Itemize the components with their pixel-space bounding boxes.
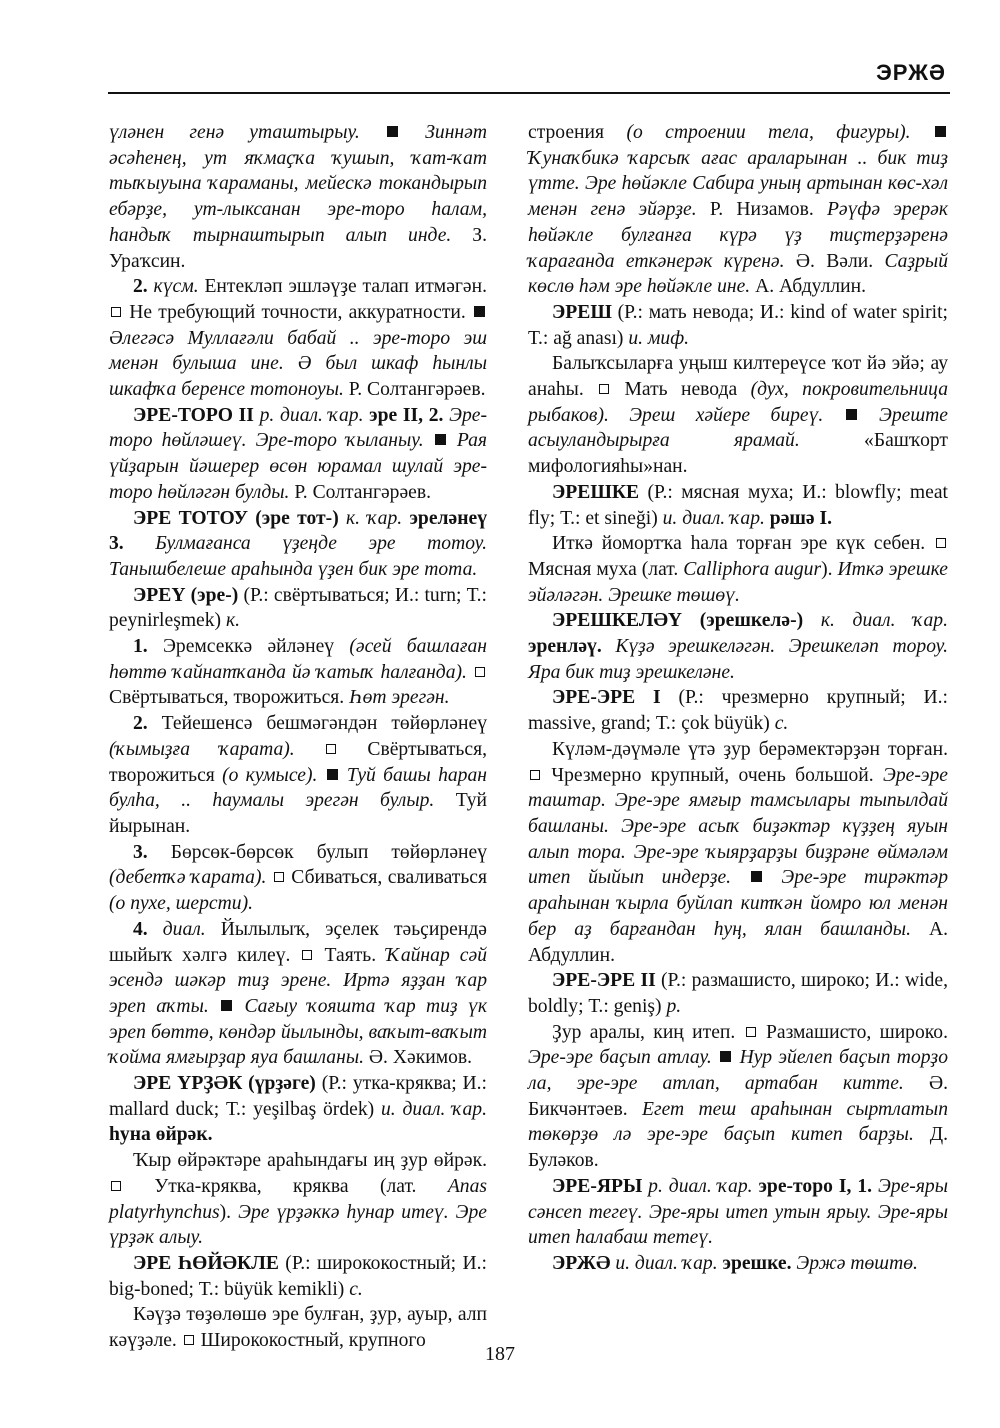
example-marker-icon (435, 434, 446, 445)
italic-text: (о кумысе). (222, 764, 325, 786)
text-run: (Р.: утка-кряква; И.: mallard duck; Т.: yeşilbaş ördek) (109, 1073, 487, 1120)
headword-text: эрешке. (722, 1252, 797, 1274)
italic-text: диал. (162, 918, 221, 940)
headword-text: ЭРЕ-ЭРЕ II (552, 970, 661, 992)
left-paragraph (109, 840, 487, 917)
italic-text: Эре-торо һөйләшеү. Эре-торо ҡыланыу. (109, 404, 487, 452)
italic-text: и. диал. ҡар. (662, 507, 770, 529)
italic-text: Calliphora augur (683, 558, 822, 580)
text-run: (Р.: мясная муха; И.: blowfly; meat fly; Т.: et sineği) (528, 481, 948, 529)
italic-text: күсм. (153, 276, 205, 298)
text-run: Бөрсөк-бөрсөк булып төйөрләнеү (170, 841, 487, 863)
text-run: Эремсеккә әйләнеү (162, 636, 350, 658)
text-run: (Р.: ширококостный; И.: big-boned; Т.: büyük kemikli) (109, 1252, 487, 1300)
translation-marker-icon (111, 1181, 121, 1191)
italic-text: (дебетҡә ҡарата). (109, 867, 272, 889)
italic-text: Эре-эре баҫып атлау. (528, 1047, 719, 1069)
text-run: (Р.: размашисто, широко; И.: wide, boldly; Т.: geniş) (528, 970, 948, 1017)
headword-text: рәшә I. (769, 507, 833, 529)
translation-marker-icon (111, 307, 121, 317)
headword-text: 2. (133, 713, 162, 735)
italic-text: к. (225, 610, 241, 632)
example-marker-icon (935, 126, 946, 137)
right-paragraph (528, 300, 948, 351)
right-paragraph (528, 737, 948, 968)
text-run: А. Абдуллин. (755, 276, 867, 298)
italic-text: (ҡымыҙға ҡарата). (109, 738, 325, 760)
right-paragraph (528, 608, 948, 685)
text-run: Кәүҙә төҙөлөшө эре булған, ҙур, ауыр, алп кәүҙәле. (109, 1304, 487, 1352)
italic-text: к. ҡар. (346, 507, 410, 529)
text-run: Мать невода (611, 379, 751, 401)
headword-text: ЭРЕ-ЭРЕ I (552, 687, 679, 709)
headword-text: ЭРЕ-ЯРЫ (552, 1175, 649, 1197)
italic-text: Ҡайнар сәй эсендә шәкәр тиҙ эрене. Иртә яҙҙан ҡар эреп аҡты. (109, 944, 487, 1017)
italic-text: (әсей башлаған һөттө ҡайнатҡанда йә ҡатыҡ һалғанда). (109, 636, 487, 683)
right-paragraph (528, 480, 948, 531)
left-paragraph (109, 583, 487, 634)
italic-text: Сағыу ҡояшта ҡар тиҙ үк эреп бөттө, көндәр йылынды, ваҡыт-ваҡыт ҡойма ямғырҙар яуа башланы. (109, 995, 487, 1069)
italic-text: с. (774, 713, 789, 735)
translation-marker-icon (475, 667, 485, 677)
left-paragraph (109, 120, 487, 274)
italic-text: Эржә төштө. (796, 1252, 918, 1274)
italic-text: Эре-эре таштар. Эре-эре ямғыр тамсылары тыпылдай башланы. Эре-эре асыҡ биҙәктәр күҙҙең яуын алып тора. Эре-эре ҡыярҙарҙы биҙрәне өймәләм итеп йыйып индерҙе. (528, 764, 948, 889)
text-run: Ә. Бикчәнтәев. (528, 1073, 948, 1120)
right-paragraph (528, 685, 948, 736)
headword-text: эренләү. (528, 636, 616, 658)
text-run: Ҡыр өйрәктәре араһындағы иң ҙур өйрәк. (133, 1150, 487, 1172)
left-paragraph (109, 274, 487, 403)
text-run: Свёртываться, творожиться (109, 738, 487, 786)
italic-text: Саҙрый көслө һәм эре һөйәкле ине. (528, 250, 948, 298)
text-run: Ә. Хәкимов. (368, 1047, 473, 1069)
text-run: Ҙур аралы, киң итеп. (552, 1021, 744, 1043)
italic-text: Иткә эрешке эйәләгән. Эрешке төшөү. (528, 558, 948, 606)
right-paragraph (528, 120, 948, 300)
text-run: Р. Солтангәрәев. (294, 481, 432, 503)
text-run: ). (219, 1201, 239, 1223)
headword-text: 2. (133, 276, 154, 298)
right-paragraph (528, 1251, 948, 1277)
italic-text: Эре үрҙәккә һунар итеү. Эре үрҙәк алыу. (109, 1201, 487, 1249)
left-column (109, 120, 487, 1354)
text-run: Тейешенсә бешмәгәндән төйөрләнеү (161, 713, 487, 735)
text-run: Ширококостный, крупного (195, 1330, 426, 1352)
headword-text: 3. (133, 841, 171, 863)
right-paragraph (528, 531, 948, 608)
headword-text: ЭРЖӘ (552, 1252, 616, 1274)
right-paragraph (528, 968, 948, 1019)
text-run: Иткә йомортҡа һала торған эре күк себен. (552, 533, 934, 555)
translation-marker-icon (530, 770, 540, 780)
italic-text: Рәүфә эрерәк һөйәкле булғанға күрә үҙ тиҫтерҙәренә ҡарағанда еткәнерәк күренә. (528, 199, 948, 272)
italic-text: и. диал. ҡар. (380, 1098, 488, 1120)
example-marker-icon (846, 409, 857, 420)
text-run: «Башҡорт мифологияһы»нан. (528, 430, 948, 478)
right-column (528, 120, 948, 1277)
text-run: Не требующий точности, аккуратности. (123, 301, 472, 323)
italic-text: Зиннәт әсәһенең, ут яҡмаҫҡа ҡушып, ҡат-ҡат тыҡыуына ҡараманы, мейескә токандырып ебәрҙе, ут-лыксанан эре-торо һалам, һандыҡ тырнаштырып алып инде. (109, 122, 487, 246)
headword-text: 4. (133, 918, 163, 940)
italic-text: Ҡунаҡбикә ҡарсыҡ ағас араларынан .. бик тиҙ үтте. Эре һөйәкле Сабира уның артынан көс-хәл менән генә эйәрҙе. (528, 147, 948, 221)
text-run: (Р.: свёртываться; И.: turn; Т.: peynirleşmek) (109, 584, 487, 632)
italic-text: Нур эйелеп баҫып торҙо ла, эре-эре атлап, артабан китте. (528, 1047, 948, 1095)
headword-text: ЭРЕ ҺӨЙӘКЛЕ (133, 1252, 286, 1274)
translation-marker-icon (326, 744, 336, 754)
text-run: Свёртываться, творожиться. (109, 687, 350, 709)
headword-text: ЭРЕ ТОТОУ (эре тот-) (133, 507, 346, 529)
left-paragraph (109, 403, 487, 506)
translation-marker-icon (302, 950, 312, 960)
italic-text: и. диал. ҡар. (615, 1252, 723, 1274)
text-run: А. Абдуллин. (528, 918, 948, 966)
headword-text: ЭРЕШКЕЛӘҮ (эрешкелә-) (552, 610, 821, 632)
text-run: (Р.: чрезмерно крупный; И.: massive, grand; Т.: çok büyük) (528, 687, 948, 735)
italic-text: Булмағанса үҙеңде эре тотоу. Танышбелеше араһында үҙен бик эре тота. (109, 533, 487, 580)
translation-marker-icon (936, 538, 946, 548)
text-run: Утка-кряква, кряква (лат. (123, 1175, 448, 1197)
text-run: Чрезмерно крупный, очень большой. (542, 764, 884, 786)
page-header (108, 58, 950, 94)
text-run: ). (821, 558, 838, 580)
headword-text: эре-торо I, 1. (758, 1175, 878, 1197)
italic-text: Күҙә эрешкеләгән. Эрешкеләп тороу. Яра бик тиҙ эрешкеләне. (528, 636, 948, 683)
headword-text: эре II, 2. (369, 404, 450, 426)
text-run: (Р.: мать невода; И.: kind of water spirit; Т.: ağ anası) (528, 301, 948, 349)
headword-text: эреләнеү 3. (109, 507, 487, 555)
left-paragraph (109, 1251, 487, 1302)
text-run: З. Ураҡсин. (109, 224, 487, 272)
right-paragraph (528, 1020, 948, 1174)
text-run: Ә. Вәли. (795, 250, 885, 272)
italic-text: р. (666, 995, 682, 1017)
translation-marker-icon (746, 1027, 756, 1037)
text-run: Күләм-дәүмәле үтә ҙур берәмектәрҙән торған. (552, 738, 948, 760)
italic-text: Anas platyrhynchus (109, 1175, 487, 1223)
example-marker-icon (751, 871, 762, 882)
italic-text: р. диал. ҡар. (648, 1175, 759, 1197)
example-marker-icon (387, 126, 398, 137)
left-paragraph (109, 1071, 487, 1148)
italic-text: Һөт эрегән. (349, 687, 450, 709)
running-head: ЭРЖӘ (876, 60, 946, 85)
text-run: Р. Низамов. (709, 199, 827, 221)
italic-text: Эре-яры сәнсеп тегеү. Эре-яры итеп утын ярыу. Эре-яры итеп һалабаш тетеү. (528, 1175, 948, 1249)
italic-text: үләнен генә уташтырыу. (109, 122, 386, 143)
text-run: Таять. (314, 944, 387, 966)
example-marker-icon (474, 306, 485, 317)
headword-text: 1. (133, 636, 163, 658)
headword-text: ЭРЕ ҮРҘӘК (үрҙәге) (133, 1073, 322, 1095)
italic-text: Туй башы һаран булһа, .. һаумалы эрегән булыр. (109, 764, 487, 812)
page-number: 187 (485, 1343, 515, 1365)
italic-text: (о строении тела, фигуры). (626, 122, 933, 143)
italic-text: Рая үйҙарын йәшерер өсөн юрамал шулай эре-торо һөйләгән булды. (109, 430, 487, 503)
headword-text: ЭРЕШКЕ (552, 481, 648, 503)
text-run: Мясная муха (лат. (528, 558, 684, 580)
headword-text: ЭРЕШ (552, 301, 618, 323)
italic-text: Әлегәсә Муллағәли бабай .. эре-торо эш менән булыша ине. Ә был шкаф һынлы шкафҡа беренсе тотоноуы. (109, 327, 487, 401)
left-paragraph (109, 711, 487, 840)
left-paragraph (109, 1148, 487, 1251)
example-marker-icon (221, 1000, 232, 1011)
text-run: Ентекләп эшләүҙе талап итмәгән. (204, 276, 488, 298)
left-paragraph (109, 506, 487, 583)
italic-text: (дух, покровительница рыбаков). Эреш хәйере биреү. (528, 379, 948, 426)
italic-text: (о пухе, шерсти). (109, 893, 253, 915)
text-run: Йылылыҡ, эҫелек тәьҫирендә шыйыҡ хәлгә килеү. (109, 918, 487, 966)
headword-text: ЭРЕҮ (эре-) (133, 584, 244, 606)
italic-text: к. диал. ҡар. (820, 610, 949, 632)
text-run: Туй йырынан. (109, 790, 487, 837)
left-paragraph (109, 634, 487, 711)
text-run: Сбиваться, сваливаться (285, 867, 487, 889)
text-run: строения (528, 122, 627, 143)
translation-marker-icon (599, 384, 609, 394)
right-paragraph (528, 351, 948, 480)
translation-marker-icon (274, 872, 284, 882)
headword-text: һуна өйрәк. (109, 1124, 213, 1146)
right-paragraph (528, 1174, 948, 1251)
text-run: Р. Солтангәрәев. (348, 379, 486, 401)
left-paragraph (109, 917, 487, 1071)
italic-text: р. диал. ҡар. (259, 404, 370, 426)
text-run: Размашисто, широко. (757, 1021, 948, 1043)
italic-text: и. миф. (628, 327, 690, 349)
headword-text: ЭРЕ-ТОРО II (133, 404, 260, 426)
example-marker-icon (327, 769, 338, 780)
italic-text: Егет теш араһынан сыртлатып төкөрҙө лә эре-эре баҫып китеп барҙы. (528, 1098, 948, 1146)
text-run: Балыҡсыларға уңыш килтереүсе ҡот йә эйә; ау анаһы. (528, 353, 948, 401)
italic-text: с. (349, 1278, 363, 1300)
italic-text: Эреште асыуландырырға ярамай. (528, 404, 948, 452)
text-run: Д. Буләков. (528, 1124, 948, 1172)
example-marker-icon (720, 1051, 731, 1062)
italic-text: Эре-эре тирәктәр араһынан ҡырла буйлап китҡән йомро юл менән бер аҙ барғандан һуң, ялан башланды. (528, 867, 948, 940)
